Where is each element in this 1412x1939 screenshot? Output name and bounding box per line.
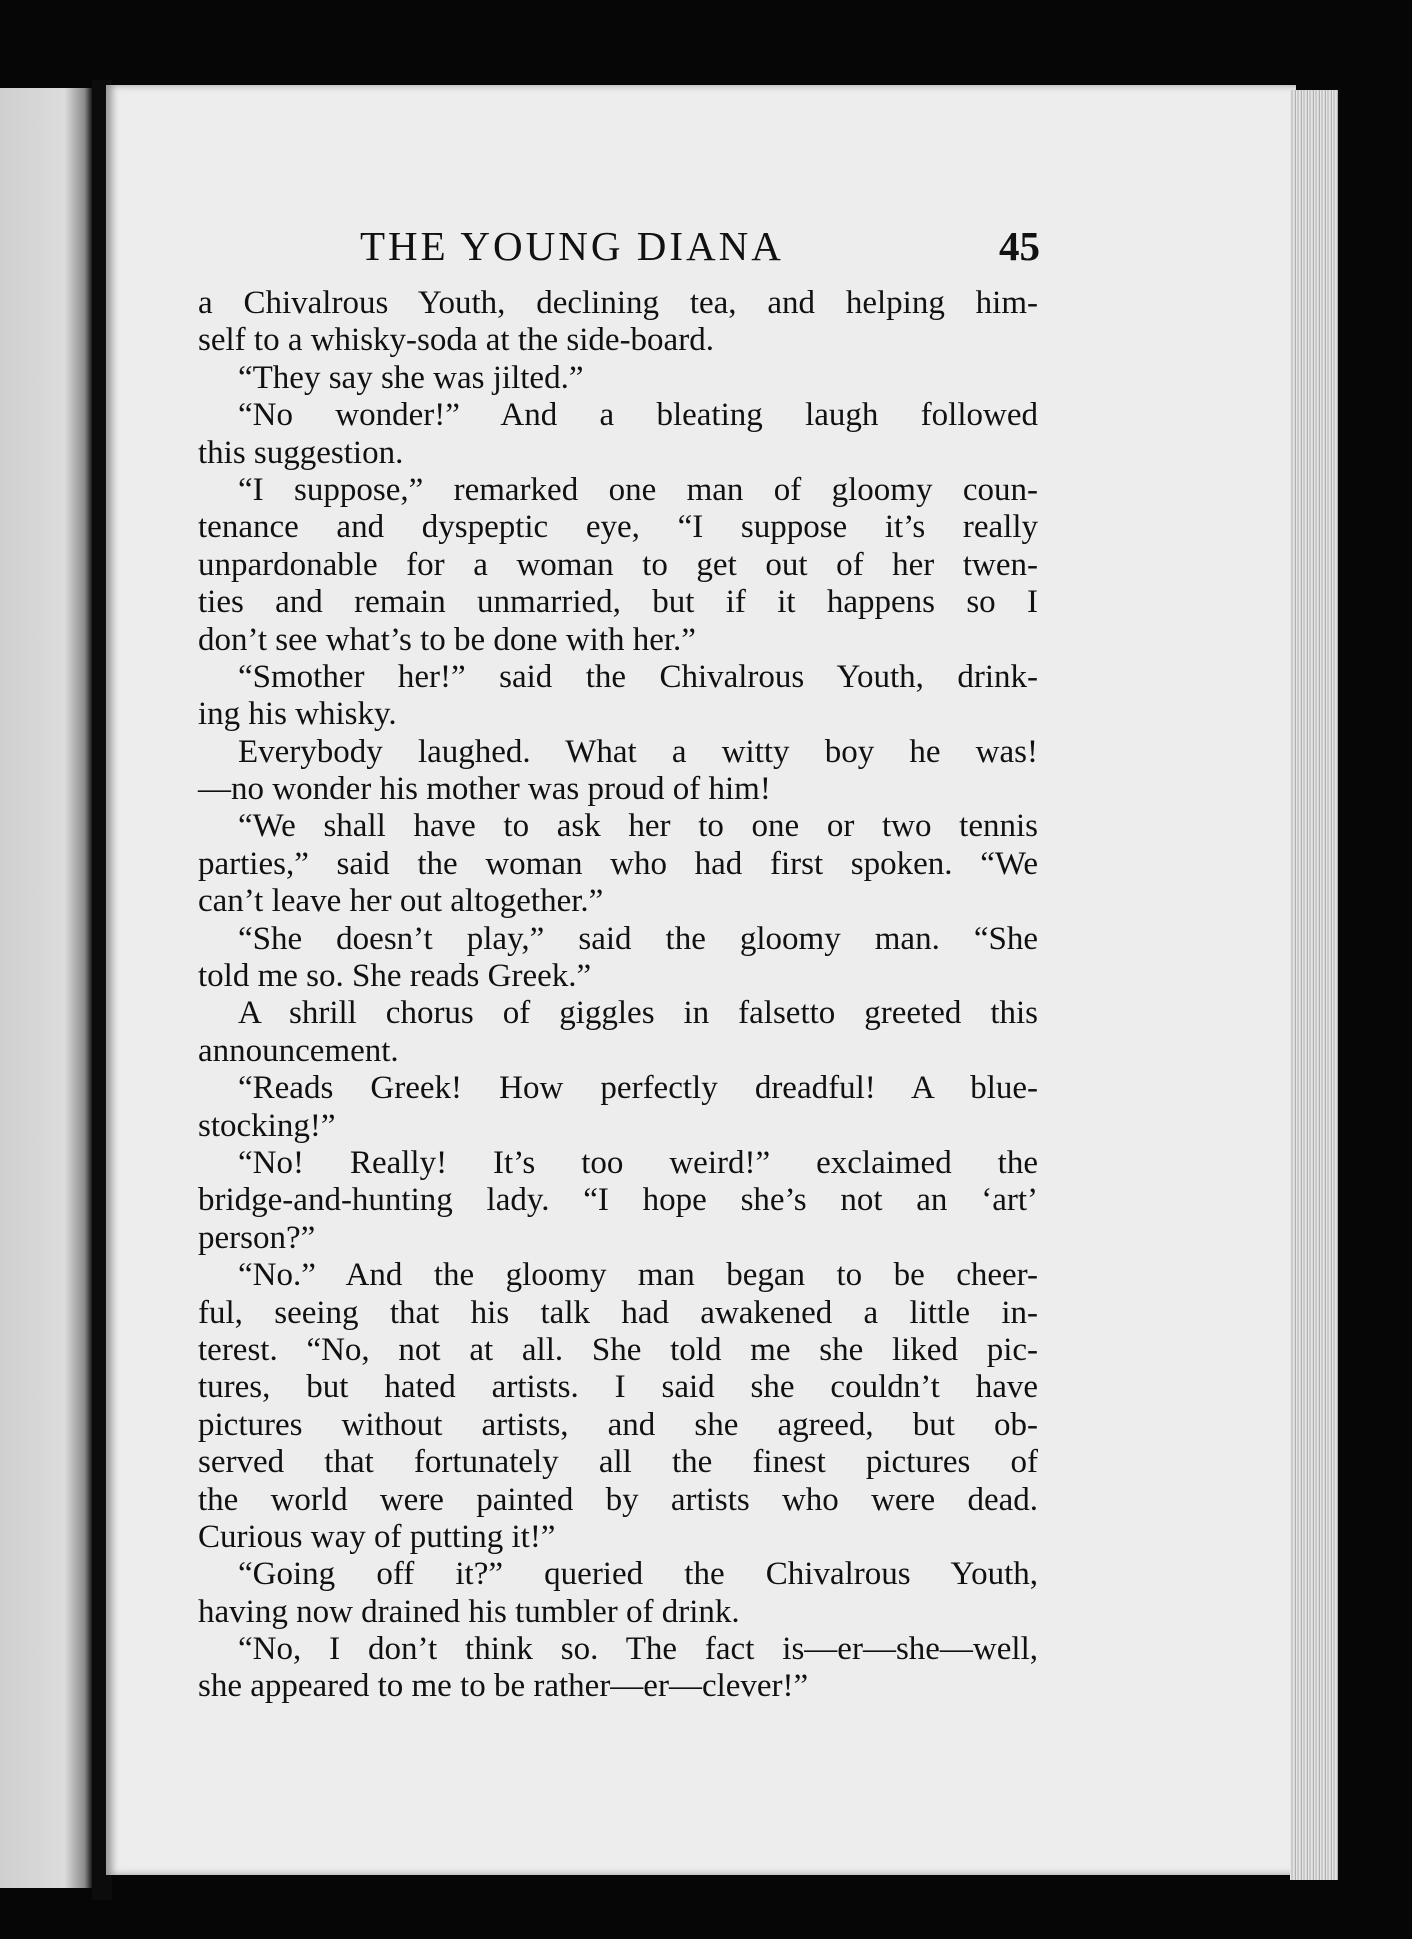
text-line: this suggestion.	[198, 434, 404, 471]
text-line: “No wonder!” And a bleating laugh followed	[238, 397, 1038, 434]
text-line: tenance and dyspeptic eye, “I suppose it’s really	[198, 509, 1038, 546]
page-header	[360, 222, 1040, 272]
running-title: THE YOUNG DIANA	[360, 223, 784, 269]
text-line: —no wonder his mother was proud of him!	[198, 771, 771, 808]
text-line: “No.” And the gloomy man began to be cheer-	[238, 1257, 1038, 1294]
text-line: ties and remain unmarried, but if it happens so I	[198, 584, 1038, 621]
text-line: “I suppose,” remarked one man of gloomy coun-	[238, 471, 1038, 508]
text-line: “Reads Greek! How perfectly dreadful! A blue-	[238, 1070, 1038, 1107]
text-line: “She doesn’t play,” said the gloomy man. “She	[238, 920, 1038, 957]
text-line: Curious way of putting it!”	[198, 1518, 556, 1555]
text-line: self to a whisky-soda at the side-board.	[198, 322, 714, 359]
text-line: tures, but hated artists. I said she couldn’t have	[198, 1369, 1038, 1406]
page-number: 45	[999, 223, 1040, 269]
text-line: ful, seeing that his talk had awakened a little in-	[198, 1294, 1038, 1331]
text-line: stocking!”	[198, 1107, 336, 1144]
text-line: “Going off it?” queried the Chivalrous Youth,	[238, 1556, 1038, 1593]
text-line: a Chivalrous Youth, declining tea, and helping him-	[198, 285, 1038, 321]
text-line: having now drained his tumbler of drink.	[198, 1593, 740, 1630]
text-line: “No, I don’t think so. The fact is—er—she—well,	[238, 1631, 1038, 1668]
text-line: “Smother her!” said the Chivalrous Youth, drink-	[238, 658, 1038, 695]
text-line: ing his whisky.	[198, 696, 397, 733]
text-line: A shrill chorus of giggles in falsetto greeted this	[238, 995, 1038, 1032]
text-line: bridge-and-hunting lady. “I hope she’s not an ‘art’	[198, 1182, 1038, 1219]
text-line: served that fortunately all the finest pictures of	[198, 1444, 1038, 1481]
text-line: don’t see what’s to be done with her.”	[198, 621, 696, 658]
page-stack-edge	[1290, 90, 1338, 1880]
text-line: the world were painted by artists who were dead.	[198, 1481, 1038, 1518]
text-line: “They say she was jilted.”	[238, 359, 584, 396]
text-line: she appeared to me to be rather—er—clever!”	[198, 1668, 809, 1705]
text-line: pictures without artists, and she agreed, but ob-	[198, 1406, 1038, 1443]
text-line: can’t leave her out altogether.”	[198, 883, 604, 920]
text-line: announcement.	[198, 1032, 399, 1069]
text-line: told me so. She reads Greek.”	[198, 958, 592, 995]
body-text	[198, 285, 1038, 1706]
text-line: parties,” said the woman who had first spoken. “We	[198, 845, 1038, 882]
text-line: person?”	[198, 1219, 316, 1256]
text-line: “No! Really! It’s too weird!” exclaimed the	[238, 1144, 1038, 1181]
text-line: terest. “No, not at all. She told me she liked pic-	[198, 1331, 1038, 1368]
text-line: unpardonable for a woman to get out of her twen-	[198, 546, 1038, 583]
text-line: “We shall have to ask her to one or two tennis	[238, 808, 1038, 845]
facing-page-edge	[0, 88, 92, 1888]
text-line: Everybody laughed. What a witty boy he was!	[238, 733, 1038, 770]
